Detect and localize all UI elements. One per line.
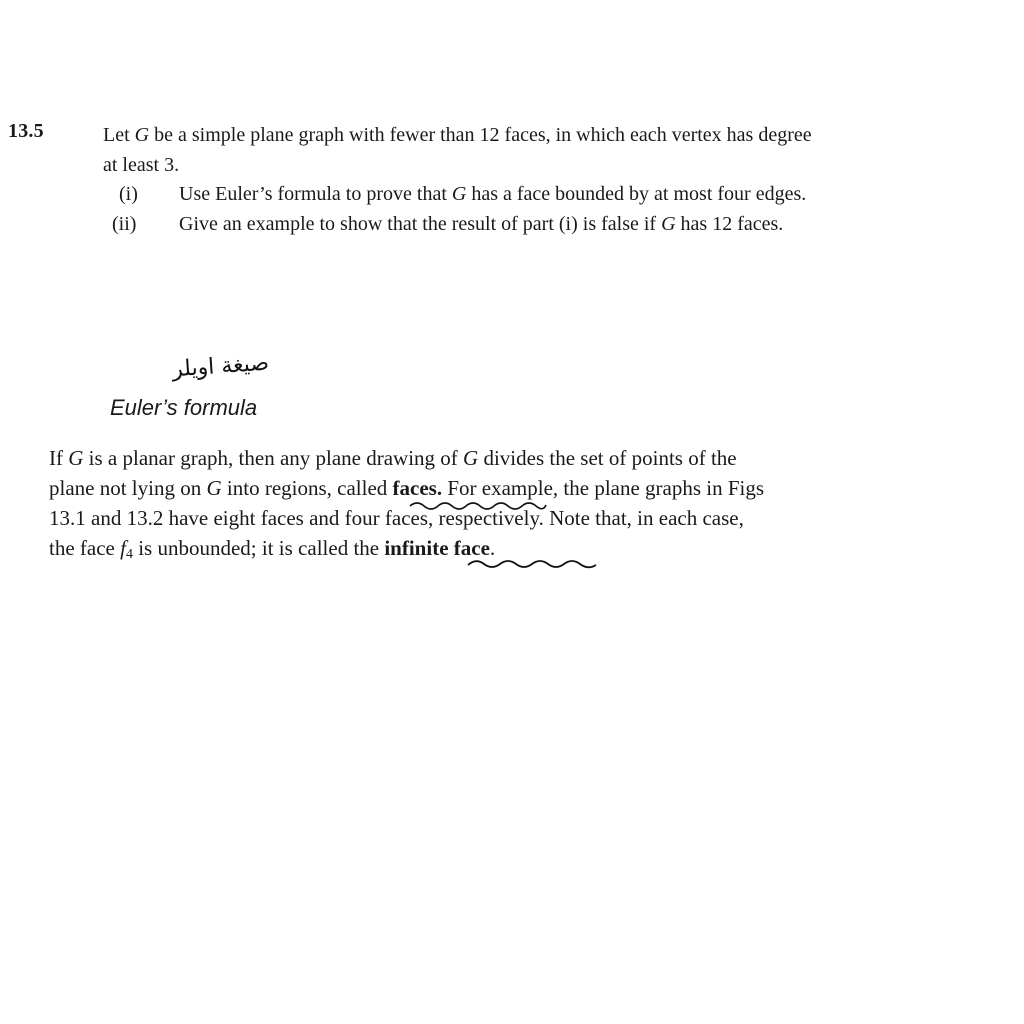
text-fragment: . xyxy=(489,536,496,560)
exercise-statement-line-1 xyxy=(103,124,812,147)
graph-variable: G xyxy=(451,183,467,205)
graph-variable: G xyxy=(68,446,84,470)
graph-variable: G xyxy=(206,476,222,500)
text-fragment: is unbounded; it is called the xyxy=(132,536,385,560)
section-heading: Euler’s formula xyxy=(110,395,258,420)
text-fragment: has a face bounded by at most four edges. xyxy=(466,183,807,205)
text-fragment: be a simple plane graph with fewer than 12 faces, in which each vertex has degree xyxy=(149,124,812,146)
text-fragment: If xyxy=(49,446,69,470)
text-fragment: plane not lying on xyxy=(49,476,207,500)
paragraph-line-2 xyxy=(49,476,764,501)
text-fragment: the face xyxy=(49,536,121,560)
exercise-statement-line-2: at least 3. xyxy=(103,154,180,176)
text-fragment: Use Euler’s formula to prove that xyxy=(179,183,452,205)
text-fragment: divides the set of points of the xyxy=(478,446,737,470)
graph-variable: G xyxy=(661,213,676,235)
graph-variable: G xyxy=(463,446,479,470)
part-ii-text xyxy=(179,213,783,236)
infinite-face-term: infinite face xyxy=(384,536,490,560)
text-fragment: Give an example to show that the result of part (i) is false if xyxy=(179,213,662,235)
face-variable: f xyxy=(120,536,126,560)
text-fragment: Let xyxy=(103,124,135,146)
exercise-number: 13.5 xyxy=(8,120,44,142)
paragraph-line-1 xyxy=(49,446,737,471)
text-fragment: For example, the plane graphs in Figs xyxy=(442,476,765,500)
face-subscript: 4 xyxy=(125,547,133,562)
called-term: called xyxy=(337,476,393,500)
handwritten-annotation: صيغة اويلر xyxy=(171,350,270,383)
wavy-underline-called-faces xyxy=(408,498,548,512)
paragraph-line-3: 13.1 and 13.2 have eight faces and four faces, respectively. Note that, in each case, xyxy=(49,506,744,530)
part-i-label: (i) xyxy=(119,183,138,205)
part-ii-label: (ii) xyxy=(112,213,137,235)
text-fragment: is a planar graph, then any plane drawing of xyxy=(83,446,464,470)
graph-variable: G xyxy=(134,124,150,146)
text-fragment: has 12 faces. xyxy=(675,213,784,235)
wavy-underline-infinite-face xyxy=(466,556,600,570)
text-fragment: into regions, xyxy=(221,476,338,500)
faces-term: faces. xyxy=(392,476,443,500)
part-i-text xyxy=(179,183,806,206)
paragraph-line-4 xyxy=(49,536,495,563)
